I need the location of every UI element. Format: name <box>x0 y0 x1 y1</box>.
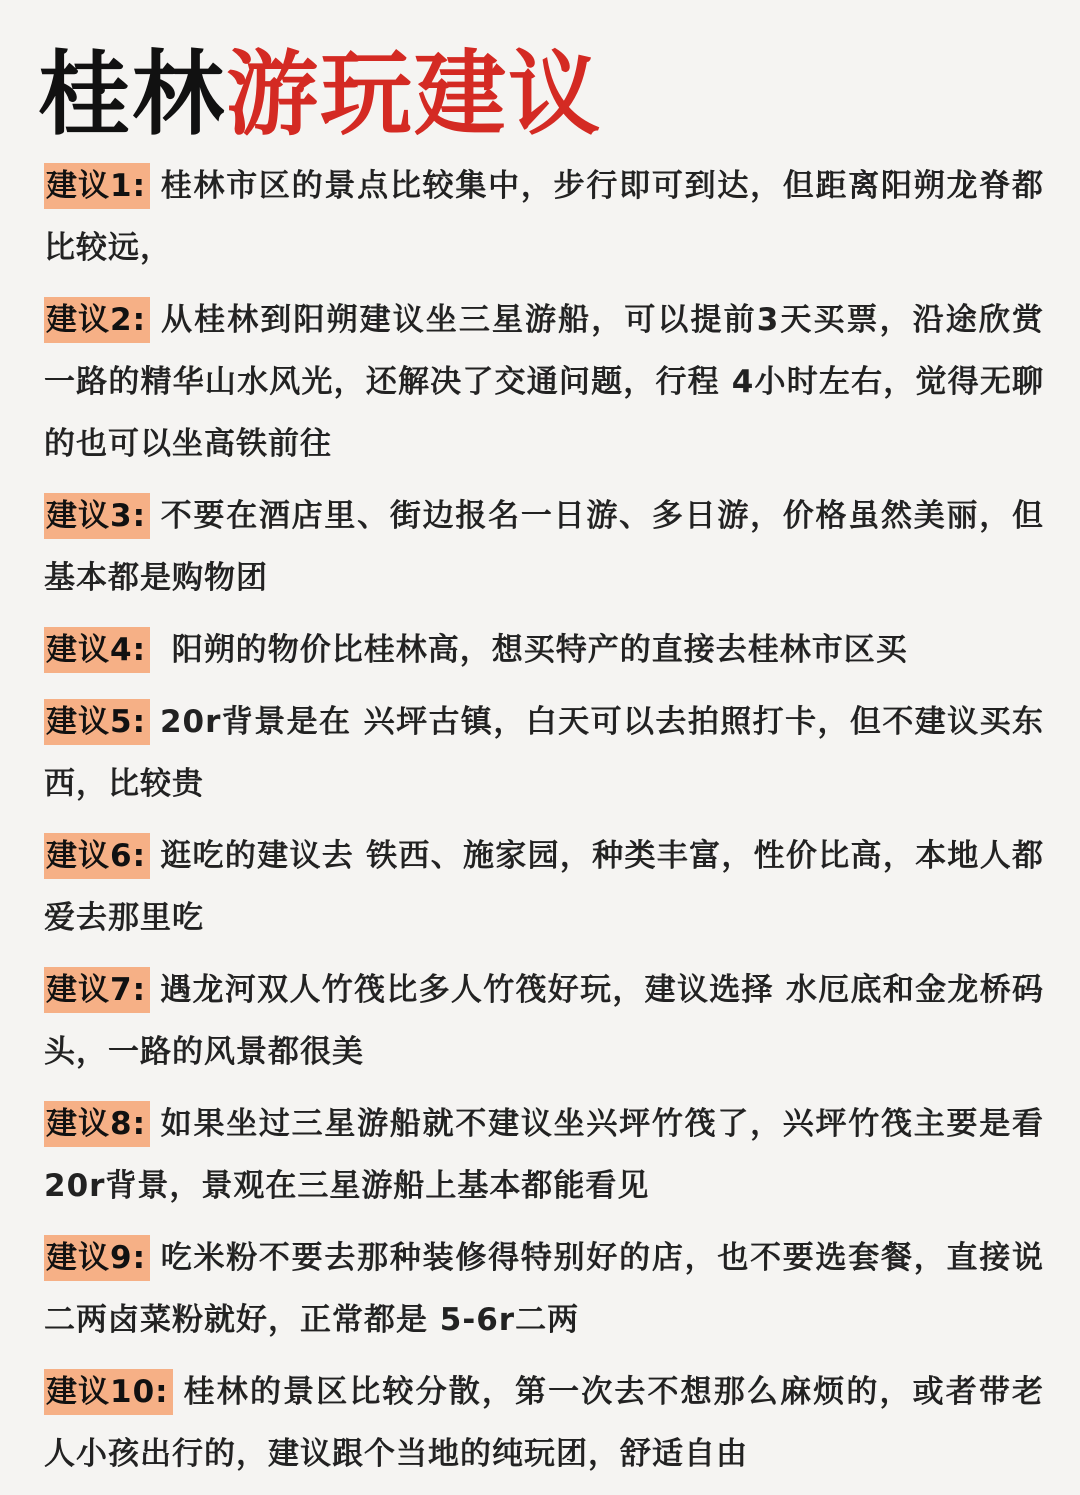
tip-label: 建议1: <box>44 163 150 209</box>
tip-label: 建议4: <box>44 627 150 673</box>
tip-text: 20r背景是在 兴坪古镇，白天可以去拍照打卡，但不建议买东西，比较贵 <box>44 704 1044 802</box>
tip-item-1 <box>44 155 1044 279</box>
page-title <box>38 40 602 150</box>
tip-item-8 <box>44 1093 1044 1217</box>
tip-label: 建议8: <box>44 1101 150 1147</box>
tip-text: 阳朔的物价比桂林高，想买特产的直接去桂林市区买 <box>159 632 908 668</box>
tip-label: 建议7: <box>44 967 150 1013</box>
tip-text: 逛吃的建议去 铁西、施家园，种类丰富，性价比高，本地人都爱去那里吃 <box>44 838 1044 936</box>
tip-text: 如果坐过三星游船就不建议坐兴坪竹筏了，兴坪竹筏主要是看20r背景，景观在三星游船上基本都能看见 <box>44 1106 1044 1204</box>
tip-item-6 <box>44 825 1044 949</box>
tip-label: 建议3: <box>44 493 150 539</box>
tip-item-2 <box>44 289 1044 475</box>
tip-text: 从桂林到阳朔建议坐三星游船，可以提前3天买票，沿途欣赏一路的精华山水风光，还解决了交通问题，行程 4小时左右，觉得无聊的也可以坐高铁前往 <box>44 302 1044 462</box>
title-topic: 游玩建议 <box>226 41 603 148</box>
tip-label: 建议9: <box>44 1235 150 1281</box>
tip-text: 吃米粉不要去那种装修得特别好的店，也不要选套餐，直接说二两卤菜粉就好，正常都是 5-6r二两 <box>44 1240 1044 1338</box>
tip-item-9 <box>44 1227 1044 1351</box>
title-city: 桂林 <box>38 41 227 148</box>
tip-text: 不要在酒店里、街边报名一日游、多日游，价格虽然美丽，但基本都是购物团 <box>44 498 1044 596</box>
tip-label: 建议5: <box>44 699 150 745</box>
tip-item-4 <box>44 619 1044 681</box>
tip-label: 建议6: <box>44 833 150 879</box>
tip-label: 建议10: <box>44 1369 173 1415</box>
tip-text: 遇龙河双人竹筏比多人竹筏好玩，建议选择 水厄底和金龙桥码头，一路的风景都很美 <box>44 972 1044 1070</box>
tips-list <box>44 155 1044 1495</box>
tip-item-10 <box>44 1361 1044 1485</box>
tip-text: 桂林的景区比较分散，第一次去不想那么麻烦的，或者带老人小孩出行的，建议跟个当地的纯玩团，舒适自由 <box>44 1374 1044 1472</box>
tip-text: 桂林市区的景点比较集中，步行即可到达，但距离阳朔龙脊都比较远， <box>44 168 1044 266</box>
tip-item-7 <box>44 959 1044 1083</box>
tip-label: 建议2: <box>44 297 150 343</box>
tip-item-5 <box>44 691 1044 815</box>
tip-item-3 <box>44 485 1044 609</box>
